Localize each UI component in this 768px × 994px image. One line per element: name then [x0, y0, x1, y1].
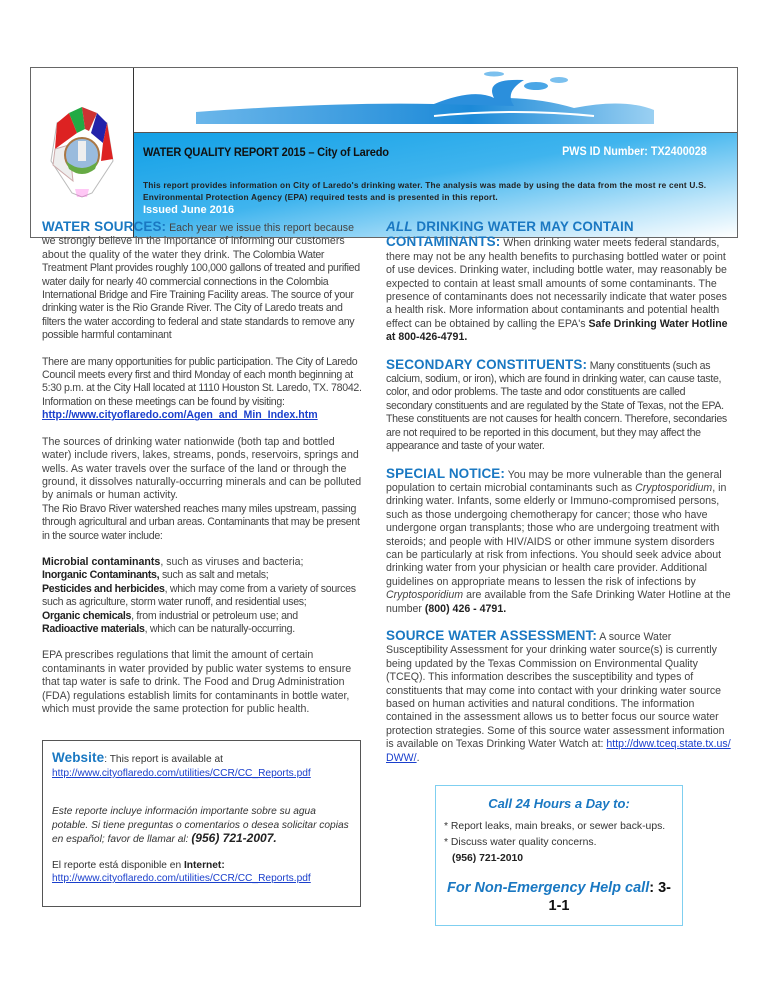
report-pdf-link-spanish[interactable]: http://www.cityoflaredo.com/utilities/CCR/CC_Reports.pdf [52, 873, 311, 885]
text: Microbial contaminants [42, 555, 161, 568]
report-pdf-link[interactable]: http://www.cityoflaredo.com/utilities/CCR/CC_Reports.pdf [52, 767, 311, 779]
paragraph [42, 649, 364, 716]
website-text: : This report is available at [104, 754, 223, 766]
text: , which can be naturally-occurring. [144, 622, 295, 635]
call-box-title: Call 24 Hours a Day to: [488, 796, 630, 812]
text: Radioactive materials [42, 622, 145, 635]
paragraph [386, 629, 731, 765]
water-splash-banner [134, 68, 737, 133]
report-description: This report provides information on City of Laredo's drinking water. The analysis was made by using the data from the most re cent U.S. Environmental Protection Agency (EPA) required tests and is presented in this report. [143, 180, 707, 202]
section-heading: SOURCE WATER ASSESSMENT: [386, 627, 597, 643]
section-heading: WATER SOURCES: [42, 219, 167, 234]
text: Organic chemicals [42, 609, 132, 622]
right-column [386, 220, 731, 946]
text: The Rio Bravo River watershed reaches many miles upstream, passing through agricultural and urban areas. Contaminants that may be present in the source water include: [42, 502, 360, 542]
spanish-notice: Este reporte incluye información importante sobre su agua potable. Si tiene preguntas o comentarios o desea solicitar copias en español; favor de llamar al: [52, 806, 349, 846]
call-item: * Report leaks, main breaks, or sewer back-ups. [444, 821, 666, 833]
paragraph [42, 556, 364, 636]
text: , from industrial or petroleum use; and [131, 609, 298, 622]
left-column [42, 220, 364, 927]
call-item: * Discuss water quality concerns. [444, 837, 597, 849]
paragraph [42, 356, 364, 423]
text: Pesticides and herbicides [42, 582, 165, 595]
internet-label: Internet: [183, 859, 225, 871]
text: There are many opportunities for public participation. The City of Laredo Council meets every first and third Monday of each month beginning at 5:30 p.m. at the City Hall located at 1110 Houston St. Laredo, TX. 78042. Information on these meetings can be found by visiting: [42, 355, 362, 408]
website-box [42, 740, 361, 907]
text: , such as viruses and bacteria; [160, 555, 304, 568]
non-emergency-line [444, 879, 674, 915]
text: Cryptosporidium [635, 481, 713, 494]
website-heading: Website [52, 750, 105, 766]
text: Safe Drinking Water Hotline at 800-426-4791. [386, 317, 728, 344]
text: Each year we issue this report because we strongly believe in the importance of informing our customers about the quality of the water they drink. [42, 222, 354, 261]
internet-text: El reporte está disponible en [52, 859, 184, 871]
pws-id-number: PWS ID Number: TX2400028 [562, 144, 707, 158]
text: . [416, 751, 420, 764]
text: , which may come from a variety of sources such as agriculture, storm water runoff, and residential uses; [42, 582, 356, 609]
paragraph [42, 220, 364, 343]
paragraph [386, 467, 731, 616]
text: When drinking water meets federal standards, there may not be any health benefits to purchasing bottled water or point of use devices. Drinking water, including bottle water, may reasonably be expected to contain at least small amounts of some contaminants. The presence of contaminants does not necessarily indicate that water poses a health risk. More information about contaminants and potential health effect can be obtained by calling the EPA's [386, 237, 727, 330]
call-phone: (956) 721-2010 [452, 853, 524, 865]
text: EPA prescribes regulations that limit the amount of certain contaminants in water provided by public water systems to ensure that tap water is safe to drink. The Food and Drug Administration (FDA) regulations establish limits for contaminants in bottle water, which must provide the same protection for public health. [42, 649, 352, 715]
text: such as salt and metals; [159, 569, 269, 582]
report-title: WATER QUALITY REPORT 2015 – City of Laredo [143, 145, 389, 159]
link[interactable]: http://dww.tceq.state.tx.us/DWW/ [386, 738, 731, 764]
text: Many constituents (such as calcium, sodium, or iron), which are found in drinking water, can cause taste, color, and odor problems. The taste and odor constituents are called secondary constituents and are regulated by the State of Texas, not the EPA. These constituents are not causes for health concern. Therefore, secondaries are not required to be reported in this document, but they may affect the appearance and taste of your water. [386, 359, 727, 453]
issued-date: Issued June 2016 [143, 204, 235, 216]
text: (800) 426 - 4791. [424, 602, 507, 615]
spanish-phone: (956) 721-2007. [191, 831, 277, 846]
text: are available from the Safe Drinking Water Hotline at the number [386, 589, 731, 615]
text: A source Water Susceptibility Assessment for your drinking water source(s) is currently being updated by the Texas Commission on Environmental Quality (TCEQ). This information describes the susceptibility and types of constituents that may come into contact with your drinking water source based on human activities and natural conditions. The information contained in the assessment allows us to better focus our source water protection strategies. Some of this source water assessment information is available on Texas Drinking Water Watch at: [386, 630, 725, 751]
left-column-text [42, 220, 364, 716]
text: Inorganic Contaminants, [42, 569, 160, 582]
link[interactable]: http://www.cityoflaredo.com/Agen_and_Min_Index.htm [42, 409, 318, 422]
section-heading: SPECIAL NOTICE: [386, 465, 506, 481]
text: The Colombia Water Treatment Plant provides roughly 100,000 gallons of treated and purified water daily for nearly 40 commercial connections in the Colombia International Bridge and Fire Training Facility areas. The source of your drinking water is the Rio Grande River. The City of Laredo treats and filters the water according to federal and state standards to remove any possible harmful contaminant [42, 248, 360, 342]
city-seal-logo [31, 68, 134, 237]
right-column-text [386, 220, 731, 765]
section-heading: SECONDARY CONSTITUENTS: [386, 356, 588, 372]
text: You may be more vulnerable than the general population to certain microbial contaminants such as [386, 468, 722, 494]
section-heading: ALL [386, 219, 413, 234]
non-emergency-number: : 3-1-1 [548, 880, 671, 915]
paragraph [386, 220, 731, 345]
section-heading: DRINKING WATER MAY CONTAIN CONTAMINANTS: [386, 219, 634, 250]
non-emergency-label: For Non-Emergency Help call [447, 880, 650, 897]
text: Cryptosporidium [386, 589, 464, 602]
call-24-hours-box [435, 785, 683, 926]
report-header [30, 67, 738, 238]
paragraph [42, 436, 364, 543]
text: , in drinking water. Infants, some elderly or Immuno-compromised persons, such as those undergoing chemotherapy for cancer; those who have undergone organ transplants; those who are undergoing treatment with steroids; and people with HIV/AIDS or other immune system disorders can be particularly at risk from infections. You should seek advice about drinking water from your physician or health care provider. Additional guidelines on appropriate means to lessen the risk of infections by [386, 481, 727, 588]
paragraph [386, 358, 731, 454]
text: The sources of drinking water nationwide (both tap and bottled water) include rivers, lakes, streams, ponds, reservoirs, springs and wells. As water travels over the surface of the land or through the ground, it dissolves naturally-occurring minerals and can be polluted by animals or human activity. [42, 435, 362, 502]
